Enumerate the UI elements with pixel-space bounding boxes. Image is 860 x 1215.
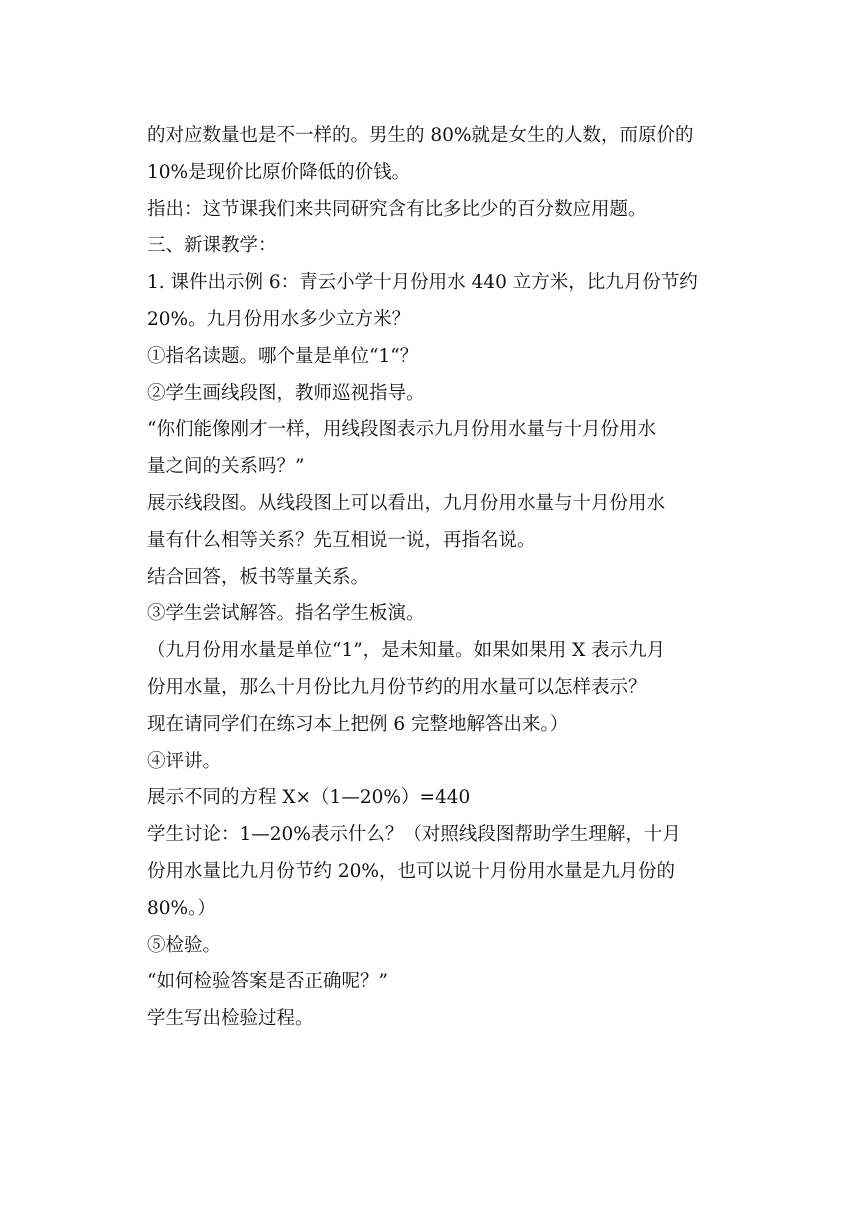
document-body <box>147 118 722 1038</box>
text-line: ③学生尝试解答。指名学生板演。 <box>147 603 425 625</box>
text-line: 展示线段图。从线段图上可以看出，九月份用水量与十月份用水 <box>147 492 666 514</box>
text-line: ②学生画线段图，教师巡视指导。 <box>147 382 425 404</box>
text-line: “如何检验答案是否正确呢？” <box>147 971 388 993</box>
text-line: 1. 课件出示例 6：青云小学十月份用水 440 立方米，比九月份节约 <box>147 272 698 294</box>
text-line: ①指名读题。哪个量是单位“1“？ <box>147 345 419 367</box>
text-line: 指出：这节课我们来共同研究含有比多比少的百分数应用题。 <box>147 198 647 220</box>
text-line: 份用水量，那么十月份比九月份节约的用水量可以怎样表示？ <box>147 676 647 698</box>
text-line: 量有什么相等关系？先互相说一说，再指名说。 <box>147 529 536 551</box>
text-line: 80%。） <box>147 897 216 919</box>
text-line: 10%是现价比原价降低的价钱。 <box>147 161 411 183</box>
text-line: 份用水量比九月份节约 20%，也可以说十月份用水量是九月份的 <box>147 860 676 882</box>
text-line: ④评讲。 <box>147 750 222 772</box>
text-line: 学生写出检验过程。 <box>147 1008 314 1030</box>
text-line: ⑤检验。 <box>147 934 222 956</box>
section-heading: 三、新课教学： <box>147 235 277 257</box>
text-line: 学生讨论：1—20%表示什么？（对照线段图帮助学生理解，十月 <box>147 824 681 846</box>
text-line: 的对应数量也是不一样的。男生的 80%就是女生的人数，而原价的 <box>147 125 694 146</box>
text-line: 结合回答，板书等量关系。 <box>147 566 370 588</box>
text-line: “你们能像刚才一样，用线段图表示九月份用水量与十月份用水 <box>147 419 656 441</box>
text-line: 现在请同学们在练习本上把例 6 完整地解答出来。） <box>147 713 569 735</box>
text-line: 20%。九月份用水多少立方米？ <box>147 308 411 330</box>
equation-line: 展示不同的方程 X×（1—20%）=440 <box>147 787 471 809</box>
text-line: （九月份用水量是单位“1”，是未知量。如果如果用 X 表示九月 <box>147 640 666 662</box>
text-line: 量之间的关系吗？” <box>147 456 305 478</box>
